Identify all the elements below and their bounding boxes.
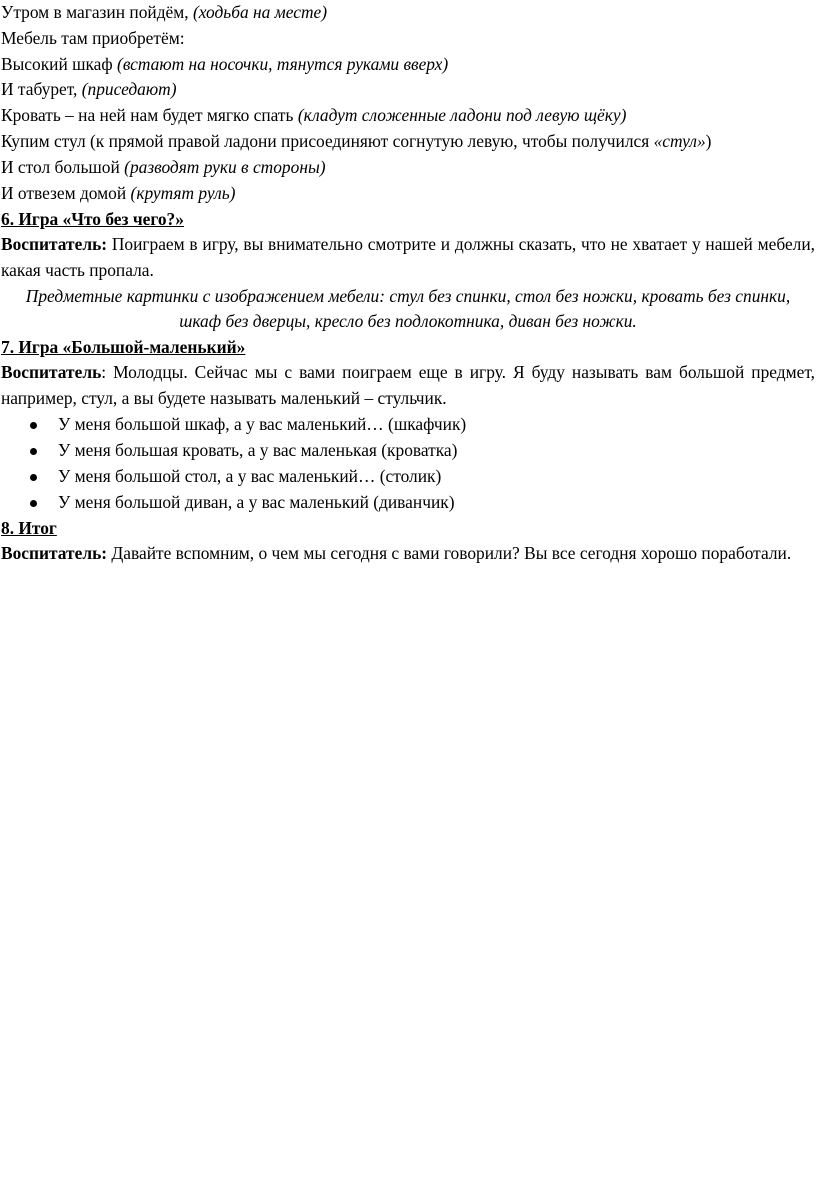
- list-item-text: У меня большой шкаф, а у вас маленький… (шкафчик): [58, 414, 467, 435]
- poem-line-text: Купим стул (к прямой правой ладони присоединяют согнутую левую, чтобы получился: [1, 130, 654, 151]
- speaker-label: Воспитатель:: [1, 543, 108, 564]
- poem-line: [1, 129, 815, 155]
- poem-line: [1, 103, 815, 129]
- bullet-dot-icon: [30, 422, 37, 429]
- poem-line-action: (ходьба на месте): [192, 2, 328, 22]
- poem-line-tail: ): [705, 130, 712, 151]
- document: [1, 0, 815, 567]
- list-item-text: У меня большой стол, а у вас маленький… (столик): [58, 466, 442, 487]
- poem-line-text: И отвезем домой: [1, 182, 131, 203]
- poem-line: [1, 155, 815, 181]
- poem: [1, 0, 815, 206]
- poem-line-text: Мебель там приобретём:: [1, 27, 185, 48]
- poem-line-text: Высокий шкаф: [1, 53, 118, 74]
- summary-heading: 8. Итог: [1, 518, 57, 539]
- bullet-dot-icon: [30, 500, 37, 507]
- bullet-dot-icon: [30, 474, 37, 481]
- game6-heading: 6. Игра «Что без чего?»: [1, 209, 184, 230]
- list-item: [1, 437, 815, 463]
- poem-line-action: (крутят руль): [130, 182, 236, 203]
- poem-line: [1, 52, 815, 78]
- list-item-text: У меня большой диван, а у вас маленький (диванчик): [58, 492, 455, 513]
- poem-line-action: «стул»: [653, 130, 706, 151]
- poem-line-action: (приседают): [81, 79, 177, 100]
- poem-line-action: (кладут сложенные ладони под левую щёку): [297, 105, 627, 126]
- poem-line-text: И табурет,: [1, 79, 82, 100]
- list-item: [1, 463, 815, 489]
- game7-heading: 7. Игра «Большой-маленький»: [1, 337, 246, 358]
- list-item-text: У меня большая кровать, а у вас маленькая (кроватка): [58, 440, 458, 461]
- game6-note: Предметные картинки с изображением мебели: стул без спинки, стол без ножки, кровать без спинки, шкаф без дверцы, кресло без подлокотника, диван без ножки.: [25, 286, 791, 332]
- poem-line-action: (разводят руки в стороны): [124, 156, 326, 177]
- poem-line: [1, 77, 815, 103]
- speaker-label: Воспитатель: [1, 362, 102, 383]
- poem-line: [1, 0, 815, 26]
- game7-paragraph: [1, 360, 815, 411]
- poem-line-action: (встают на носочки, тянутся руками вверх): [117, 53, 449, 74]
- poem-line: [1, 26, 815, 52]
- poem-line-text: Утром в магазин пойдём,: [1, 2, 193, 22]
- poem-line-text: Кровать – на ней нам будет мягко спать: [1, 105, 298, 126]
- summary-paragraph: [1, 541, 815, 567]
- list-item: [1, 489, 815, 515]
- speech-text: Давайте вспомним, о чем мы сегодня с вами говорили? Вы все сегодня хорошо поработали.: [107, 543, 792, 564]
- poem-line: [1, 181, 815, 207]
- speech-text: : Молодцы. Сейчас мы с вами поиграем еще в игру. Я буду называть вам большой предмет, например, стул, а вы будете называть маленький – стульчик.: [1, 362, 815, 408]
- bullet-dot-icon: [30, 448, 37, 455]
- game7-list: [1, 411, 815, 515]
- game6-paragraph: [1, 232, 815, 283]
- poem-line-text: И стол большой: [1, 156, 125, 177]
- speech-text: Поиграем в игру, вы внимательно смотрите и должны сказать, что не хватает у нашей мебели, какая часть пропала.: [1, 234, 815, 280]
- list-item: [1, 411, 815, 437]
- speaker-label: Воспитатель:: [1, 234, 108, 255]
